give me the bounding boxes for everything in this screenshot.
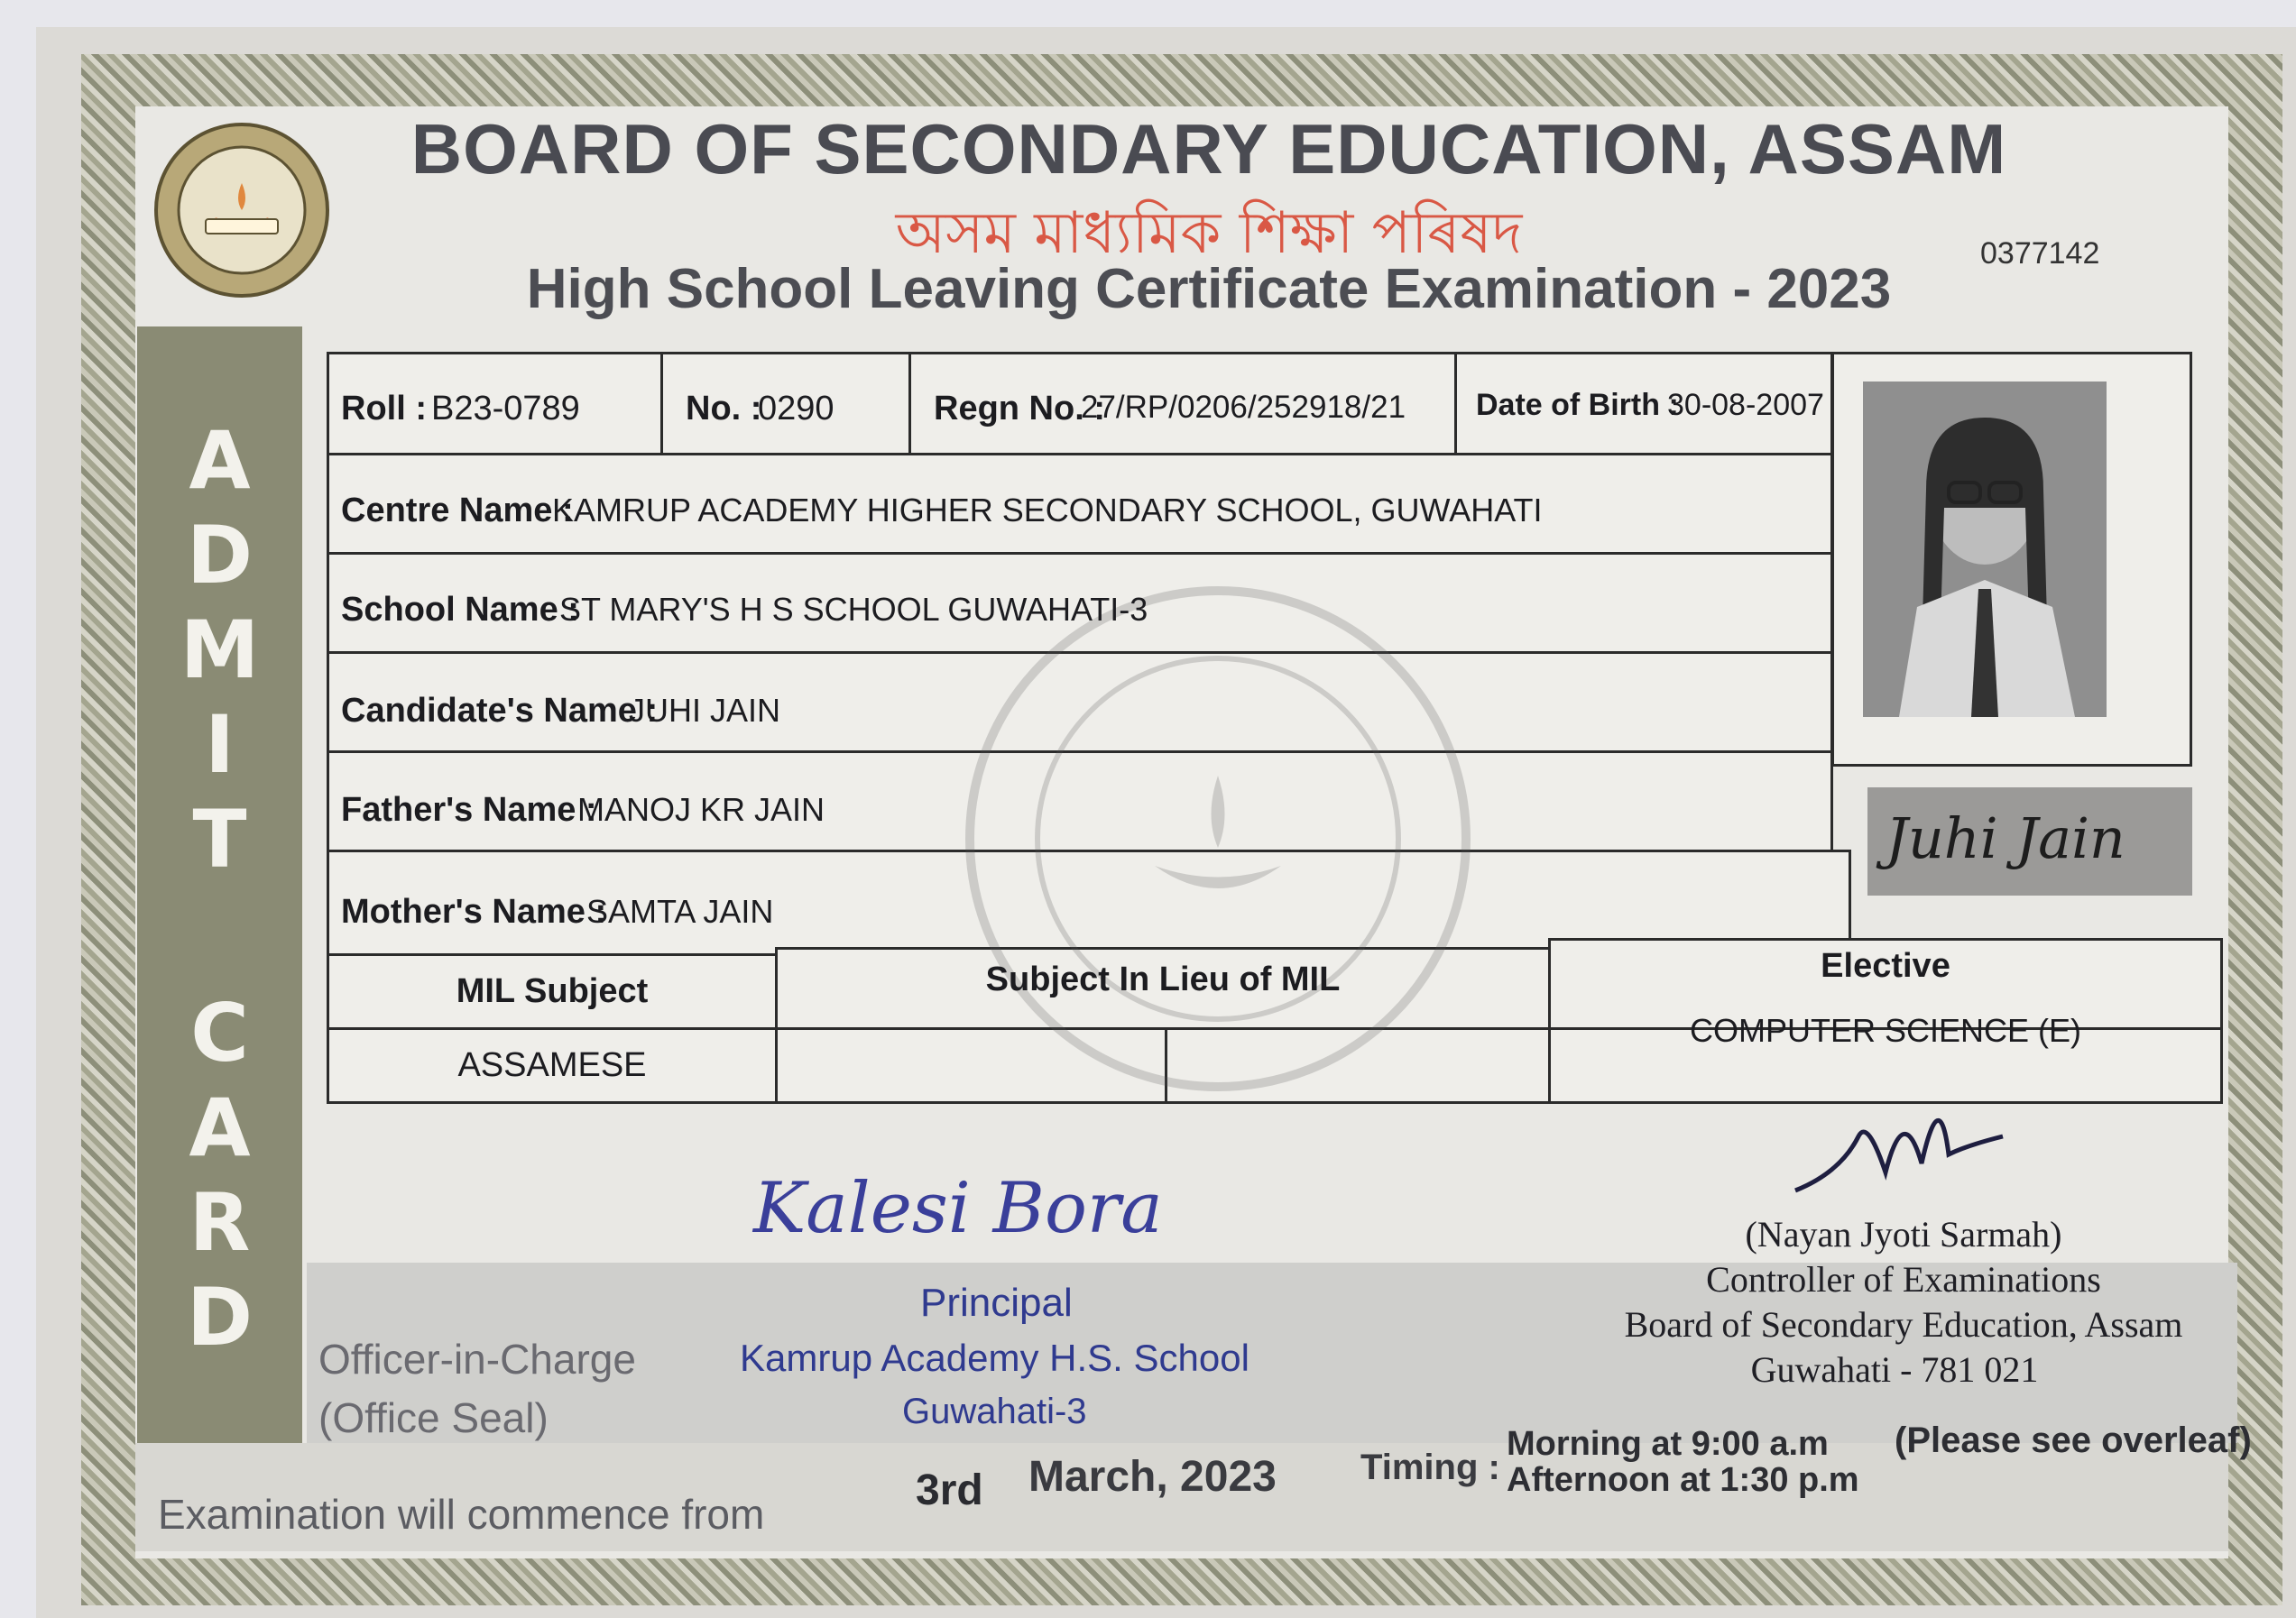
side-letter: C — [190, 987, 249, 1080]
regn-label: Regn No. : — [934, 390, 1105, 427]
officer-in-charge: Officer-in-Charge — [318, 1336, 636, 1383]
school-value: ST MARY'S H S SCHOOL GUWAHATI-3 — [559, 591, 1148, 628]
elective-header: Elective — [1821, 947, 1950, 985]
office-seal: (Office Seal) — [318, 1394, 549, 1441]
dob-value: 30-08-2007 — [1667, 388, 1824, 422]
controller-signature — [1786, 1064, 2021, 1209]
controller-board: Board of Secondary Education, Assam — [1624, 1304, 2183, 1345]
timing-morning: Morning at 9:00 a.m — [1507, 1425, 1829, 1463]
no-value: 0290 — [758, 390, 834, 427]
exam-commence-label: Examination will commence from — [158, 1491, 765, 1538]
side-letter: T — [192, 793, 247, 886]
mother-value: SAMTA JAIN — [586, 893, 774, 930]
serial-number: 0377142 — [1980, 236, 2100, 271]
side-letter: I — [205, 698, 235, 791]
candidate-label: Candidate's Name : — [341, 692, 659, 730]
controller-designation: Controller of Examinations — [1706, 1259, 2101, 1300]
centre-label: Centre Name : — [341, 492, 574, 529]
side-letter: A — [189, 1081, 251, 1174]
lieu-header: Subject In Lieu of MIL — [985, 961, 1341, 998]
board-seal-watermark — [956, 577, 1480, 1100]
controller-address: Guwahati - 781 021 — [1750, 1349, 2039, 1390]
side-letter: A — [189, 414, 251, 507]
see-overleaf-note: (Please see overleaf) — [1895, 1420, 2252, 1460]
board-title: BOARD OF SECONDARY EDUCATION, ASSAM — [410, 109, 2007, 188]
exam-day: 3rd — [916, 1466, 983, 1514]
controller-name: (Nayan Jyoti Sarmah) — [1745, 1214, 2062, 1255]
mil-header: MIL Subject — [456, 972, 649, 1010]
principal-place: Guwahati-3 — [902, 1392, 1087, 1431]
father-value: MANOJ KR JAIN — [577, 791, 825, 828]
roll-value: B23-0789 — [431, 390, 580, 427]
exam-title: High School Leaving Certificate Examination - 2023 — [526, 258, 1892, 320]
father-label: Father's Name : — [341, 791, 597, 829]
school-label: School Name : — [341, 591, 579, 629]
principal-school: Kamrup Academy H.S. School — [740, 1337, 1249, 1379]
side-letter: D — [186, 509, 254, 602]
side-letter: R — [189, 1176, 251, 1269]
candidate-signature-box — [1867, 787, 2192, 896]
regn-value: 27/RP/0206/252918/21 — [1081, 390, 1406, 425]
side-letter: M — [180, 603, 260, 696]
mil-value: ASSAMESE — [457, 1046, 647, 1084]
principal-title: Principal — [920, 1281, 1073, 1325]
board-title-assamese: অসম মাধ্যমিক শিক্ষা পৰিষদ — [895, 200, 1523, 267]
no-label: No. : — [686, 390, 762, 427]
admit-card-side-band — [137, 326, 302, 1467]
exam-month-year: March, 2023 — [1028, 1453, 1277, 1501]
candidate-photo — [1863, 382, 2107, 717]
centre-value: KAMRUP ACADEMY HIGHER SECONDARY SCHOOL, GUWAHATI — [552, 492, 1543, 529]
elective-value: COMPUTER SCIENCE (E) — [1689, 1012, 2082, 1049]
side-letter: D — [186, 1271, 254, 1364]
board-logo — [152, 120, 332, 300]
dob-label: Date of Birth : — [1476, 388, 1679, 422]
candidate-signature: Juhi Jain — [1886, 805, 2125, 871]
principal-signature: Kalesi Bora — [753, 1168, 1163, 1249]
timing-label: Timing : — [1360, 1448, 1500, 1487]
roll-label: Roll : — [341, 390, 427, 427]
timing-afternoon: Afternoon at 1:30 p.m — [1507, 1461, 1859, 1499]
mother-label: Mother's Name : — [341, 893, 607, 931]
candidate-value: JUHI JAIN — [629, 692, 781, 729]
